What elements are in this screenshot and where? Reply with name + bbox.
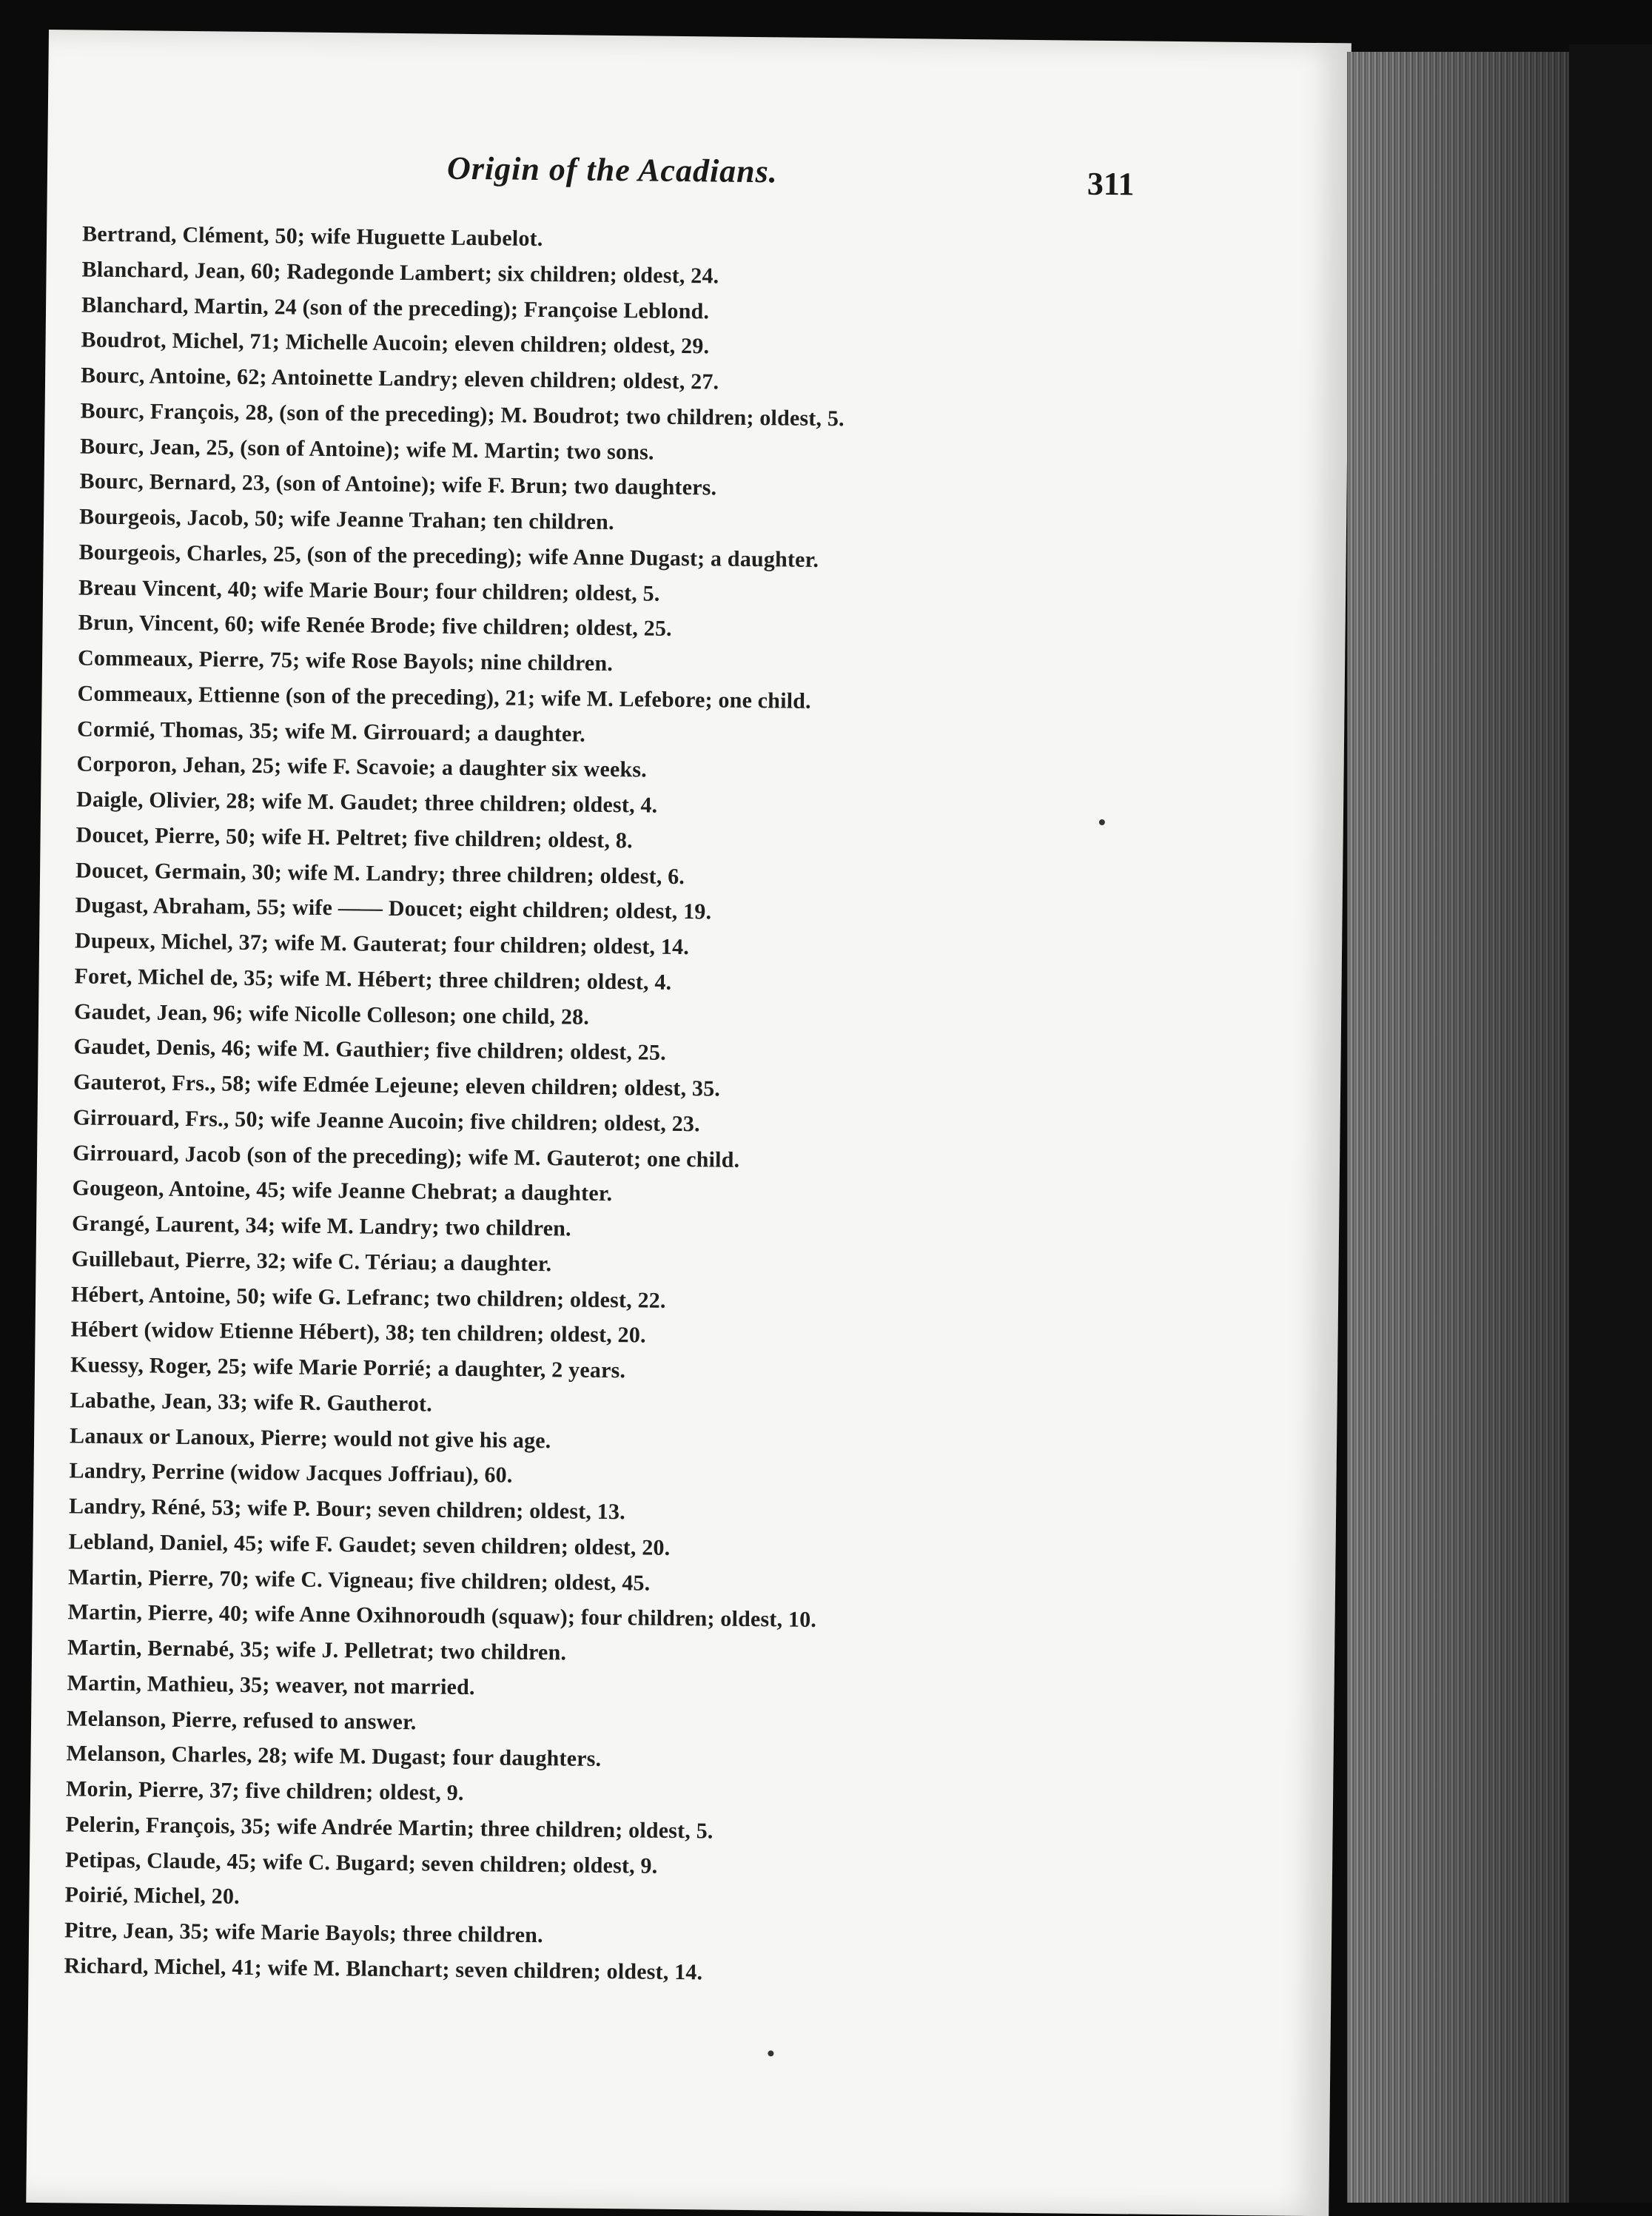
census-entry: Hébert (widow Etienne Hébert), 38; ten children; oldest, 20. bbox=[70, 1317, 646, 1348]
census-entry: Girrouard, Frs., 50; wife Jeanne Aucoin; five children; oldest, 23. bbox=[73, 1105, 700, 1137]
census-entry: Bourc, Jean, 25, (son of Antoine); wife M. Martin; two sons. bbox=[79, 433, 654, 465]
census-entry: Petipas, Claude, 45; wife C. Bugard; seven children; oldest, 9. bbox=[64, 1847, 658, 1878]
census-entry: Landry, Perrine (widow Jacques Joffriau), 60. bbox=[69, 1458, 513, 1488]
census-entry: Lanaux or Lanoux, Pierre; would not give his age. bbox=[69, 1423, 551, 1453]
census-entry: Commeaux, Pierre, 75; wife Rose Bayols; nine children. bbox=[77, 645, 614, 676]
census-entry: Daigle, Olivier, 28; wife M. Gaudet; three children; oldest, 4. bbox=[75, 787, 658, 818]
census-entry: Morin, Pierre, 37; five children; oldest, 9. bbox=[65, 1776, 464, 1806]
census-entry: Richard, Michel, 41; wife M. Blanchart; seven children; oldest, 14. bbox=[64, 1953, 703, 1985]
print-speck bbox=[768, 2050, 773, 2056]
scanned-page bbox=[26, 30, 1352, 2216]
census-entry: Foret, Michel de, 35; wife M. Hébert; three children; oldest, 4. bbox=[74, 964, 672, 995]
census-entry: Commeaux, Ettienne (son of the preceding), 21; wife M. Lefebore; one child. bbox=[77, 681, 811, 714]
census-entry: Gougeon, Antoine, 45; wife Jeanne Chebrat; a daughter. bbox=[72, 1175, 613, 1206]
census-entry: Kuessy, Roger, 25; wife Marie Porrié; a daughter, 2 years. bbox=[70, 1352, 626, 1383]
census-entry: Pitre, Jean, 35; wife Marie Bayols; three children. bbox=[64, 1918, 543, 1948]
census-entry: Bourc, Bernard, 23, (son of Antoine); wife F. Brun; two daughters. bbox=[79, 469, 717, 500]
census-entry: Brun, Vincent, 60; wife Renée Brode; five children; oldest, 25. bbox=[78, 610, 673, 642]
census-entry: Bourc, François, 28, (son of the preceding); M. Boudrot; two children; oldest, 5. bbox=[80, 398, 845, 432]
census-entry: Guillebaut, Pierre, 32; wife C. Tériau; a daughter. bbox=[71, 1246, 552, 1276]
print-speck bbox=[1099, 819, 1105, 825]
census-entry: Melanson, Charles, 28; wife M. Dugast; four daughters. bbox=[66, 1741, 602, 1772]
census-entry: Martin, Pierre, 70; wife C. Vigneau; five children; oldest, 45. bbox=[67, 1564, 651, 1596]
book-page-edges bbox=[1347, 52, 1569, 2203]
census-entry: Hébert, Antoine, 50; wife G. Lefranc; two children; oldest, 22. bbox=[70, 1281, 666, 1313]
census-entry: Labathe, Jean, 33; wife R. Gautherot. bbox=[70, 1388, 433, 1417]
census-entry: Gauterot, Frs., 58; wife Edmée Lejeune; eleven children; oldest, 35. bbox=[73, 1070, 721, 1101]
census-entry: Martin, Bernabé, 35; wife J. Pelletrat; two children. bbox=[67, 1635, 567, 1665]
census-entry: Lebland, Daniel, 45; wife F. Gaudet; seven children; oldest, 20. bbox=[68, 1529, 671, 1560]
census-entry: Corporon, Jehan, 25; wife F. Scavoie; a daughter six weeks. bbox=[76, 751, 648, 782]
census-entry-list bbox=[64, 216, 1340, 1996]
census-entry: Doucet, Germain, 30; wife M. Landry; three children; oldest, 6. bbox=[75, 857, 685, 889]
census-entry: Bourgeois, Charles, 25, (son of the preceding); wife Anne Dugast; a daughter. bbox=[78, 540, 819, 572]
census-entry: Girrouard, Jacob (son of the preceding); wife M. Gauterot; one child. bbox=[72, 1140, 740, 1172]
census-entry: Dugast, Abraham, 55; wife —— Doucet; eight children; oldest, 19. bbox=[75, 893, 712, 924]
census-entry: Boudrot, Michel, 71; Michelle Aucoin; eleven children; oldest, 29. bbox=[81, 327, 710, 359]
census-entry: Poirié, Michel, 20. bbox=[64, 1882, 241, 1910]
census-entry: Grangé, Laurent, 34; wife M. Landry; two children. bbox=[71, 1211, 571, 1241]
census-entry: Martin, Pierre, 40; wife Anne Oxihnoroudh (squaw); four children; oldest, 10. bbox=[67, 1599, 817, 1633]
running-title: Origin of the Acadians. bbox=[446, 150, 779, 190]
census-entry: Martin, Mathieu, 35; weaver, not married. bbox=[67, 1671, 475, 1699]
page-number: 311 bbox=[1087, 165, 1135, 203]
census-entry: Blanchard, Martin, 24 (son of the preceding); Françoise Leblond. bbox=[81, 292, 710, 323]
census-entry: Bertrand, Clément, 50; wife Huguette Laubelot. bbox=[81, 221, 543, 252]
book-cover-edge bbox=[1569, 44, 1652, 2203]
census-entry: Pelerin, François, 35; wife Andrée Martin; three children; oldest, 5. bbox=[65, 1812, 713, 1844]
census-entry: Gaudet, Denis, 46; wife M. Gauthier; five children; oldest, 25. bbox=[73, 1034, 667, 1066]
page-header bbox=[395, 149, 1210, 217]
census-entry: Blanchard, Jean, 60; Radegonde Lambert; six children; oldest, 24. bbox=[81, 257, 719, 289]
census-entry: Dupeux, Michel, 37; wife M. Gauterat; four children; oldest, 14. bbox=[74, 928, 690, 960]
census-entry: Doucet, Pierre, 50; wife H. Peltret; five children; oldest, 8. bbox=[75, 822, 633, 853]
census-entry: Cormié, Thomas, 35; wife M. Girrouard; a daughter. bbox=[76, 716, 586, 747]
census-entry: Bourc, Antoine, 62; Antoinette Landry; eleven children; oldest, 27. bbox=[80, 363, 719, 394]
census-entry: Gaudet, Jean, 96; wife Nicolle Colleson; one child, 28. bbox=[73, 998, 590, 1030]
census-entry: Melanson, Pierre, refused to answer. bbox=[66, 1705, 417, 1734]
census-entry: Landry, Réné, 53; wife P. Bour; seven children; oldest, 13. bbox=[68, 1494, 626, 1525]
census-entry: Bourgeois, Jacob, 50; wife Jeanne Trahan; ten children. bbox=[78, 504, 614, 535]
census-entry: Breau Vincent, 40; wife Marie Bour; four children; oldest, 5. bbox=[78, 574, 660, 606]
